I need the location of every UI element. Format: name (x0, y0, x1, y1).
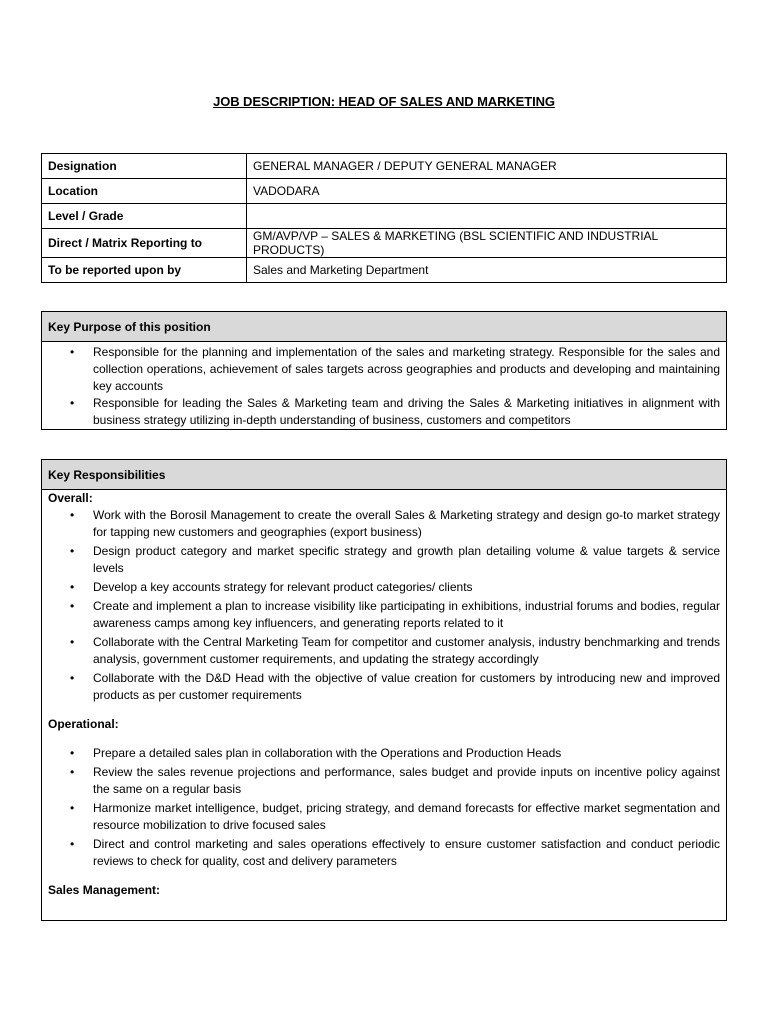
designation-value: GENERAL MANAGER / DEPUTY GENERAL MANAGER (247, 154, 727, 179)
table-row (42, 204, 727, 229)
list-item: • Create and implement a plan to increase visibility like participating in exhibitions, industrial forums and bodies, regular awareness camps among key influencers, and generating reports related to it (42, 598, 726, 632)
table-row (42, 258, 727, 283)
list-item: • Design product category and market specific strategy and growth plan detailing volume & value targets & service levels (42, 543, 726, 577)
list-item: • Collaborate with the Central Marketing Team for competitor and customer analysis, industry benchmarking and trends analysis, government customer requirements, and updating the strategy accordingly (42, 634, 726, 668)
list-item: • Prepare a detailed sales plan in collaboration with the Operations and Production Heads (42, 745, 726, 762)
list-item: • Develop a key accounts strategy for relevant product categories/ clients (42, 579, 726, 596)
job-info-table (41, 153, 727, 283)
document-title: JOB DESCRIPTION: HEAD OF SALES AND MARKETING (213, 94, 555, 109)
reported-upon-by-value: Sales and Marketing Department (247, 258, 727, 283)
overall-subheading: Overall: (48, 491, 93, 505)
table-row (42, 154, 727, 179)
key-purpose-section (41, 311, 727, 430)
key-responsibilities-heading: Key Responsibilities (42, 460, 726, 490)
operational-list (42, 745, 726, 870)
operational-subheading: Operational: (48, 717, 119, 731)
reporting-to-value: GM/AVP/VP – SALES & MARKETING (BSL SCIENTIFIC AND INDUSTRIAL PRODUCTS) (247, 229, 727, 258)
level-grade-value (247, 204, 727, 229)
key-responsibilities-section (41, 459, 727, 921)
list-item: • Review the sales revenue projections and performance, sales budget and provide inputs on incentive policy against the same on a regular basis (42, 764, 726, 798)
overall-list (42, 507, 726, 704)
list-item: • Harmonize market intelligence, budget, pricing strategy, and demand forecasts for effective market segmentation and resource mobilization to drive focused sales (42, 800, 726, 834)
reporting-to-label: Direct / Matrix Reporting to (42, 229, 247, 258)
location-value: VADODARA (247, 179, 727, 204)
location-label: Location (42, 179, 247, 204)
list-item: • Direct and control marketing and sales operations effectively to ensure customer satisfaction and conduct periodic reviews to check for quality, cost and delivery parameters (42, 836, 726, 870)
key-purpose-list (42, 342, 726, 429)
table-row (42, 179, 727, 204)
designation-label: Designation (42, 154, 247, 179)
list-item: • Work with the Borosil Management to create the overall Sales & Marketing strategy and design go-to market strategy for tapping new customers and geographies (export business) (42, 507, 726, 541)
list-item: • Collaborate with the D&D Head with the objective of value creation for customers by introducing new and improved products as per customer requirements (42, 670, 726, 704)
list-item: • Responsible for leading the Sales & Marketing team and driving the Sales & Marketing initiatives in alignment with business strategy utilizing in-depth understanding of business, customers and competitors (42, 395, 726, 429)
reported-upon-by-label: To be reported upon by (42, 258, 247, 283)
key-purpose-heading: Key Purpose of this position (42, 312, 726, 342)
table-row (42, 229, 727, 258)
level-grade-label: Level / Grade (42, 204, 247, 229)
sales-management-subheading: Sales Management: (48, 883, 161, 897)
list-item: • Responsible for the planning and implementation of the sales and marketing strategy. Responsible for the sales and collection operations, achievement of sales targets across geographies and products and developing and maintaining key accounts (42, 344, 726, 395)
